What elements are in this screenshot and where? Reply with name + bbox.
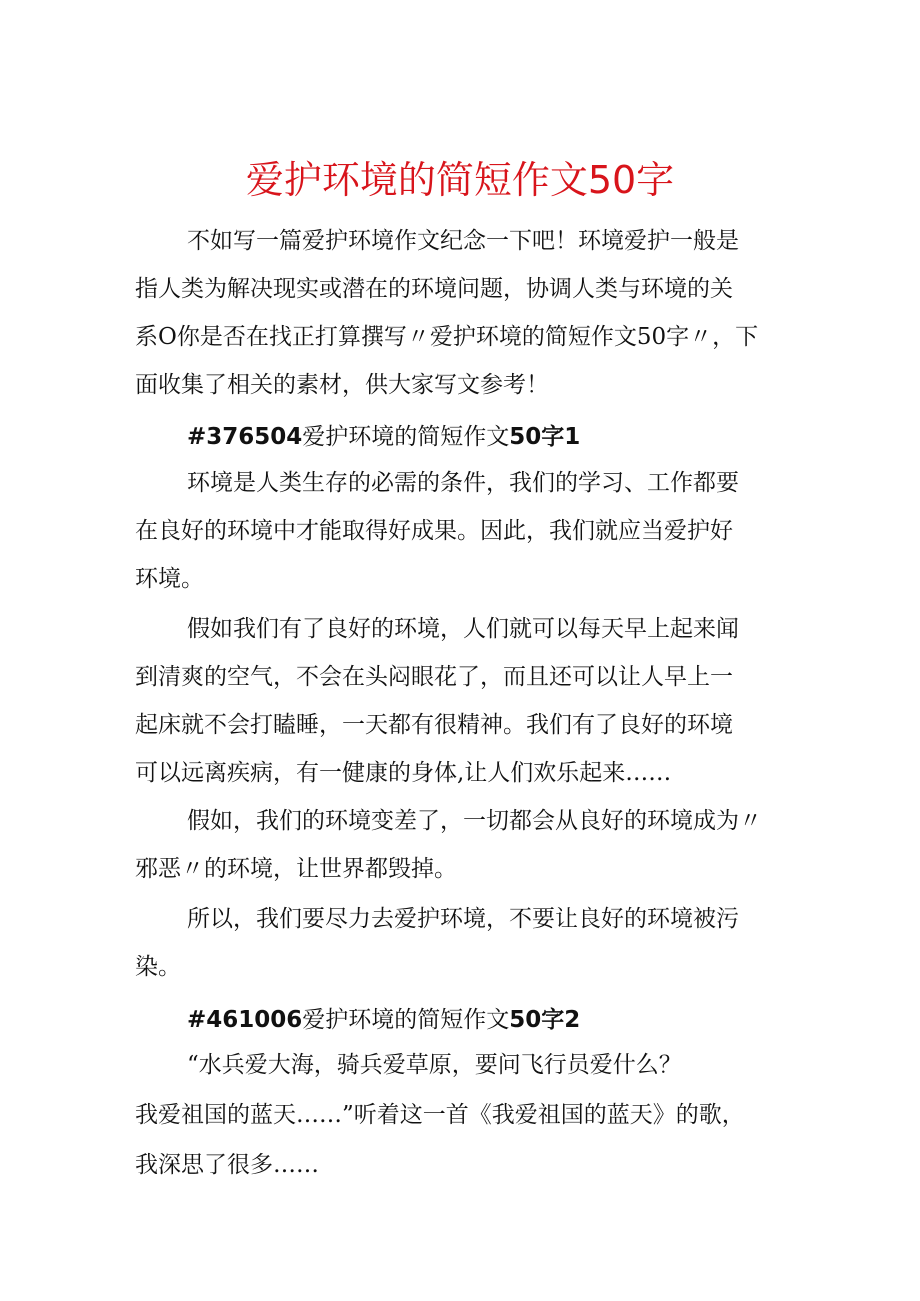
s2-p1-line-1: “水兵爱大海，骑兵爱草原，要问飞行员爱什么？ [187, 1052, 682, 1078]
section-1-heading-prefix: #376504 [187, 424, 303, 450]
intro-line-4: 面收集了相关的素材，供大家写文参考！ [135, 372, 549, 398]
s1-p1-line-1: 环境是人类生存的必需的条件，我们的学习、工作都要 [187, 470, 739, 496]
s1-p3-line-2: 邪恶〃的环境，让世界都毁掉。 [135, 856, 457, 882]
section-1-heading [187, 420, 580, 454]
s1-p4-line-2: 染。 [135, 954, 181, 980]
section-1-heading-text: 爱护环境的简短作文 [302, 424, 510, 450]
intro-line-1: 不如写一篇爱护环境作文纪念一下吧！环境爱护一般是 [187, 228, 739, 254]
s1-p2-line-3: 起床就不会打瞌睡，一天都有很精神。我们有了良好的环境 [135, 712, 733, 738]
intro-line-2: 指人类为解决现实或潜在的环境问题，协调人类与环境的关 [135, 276, 733, 302]
s1-p3-line-1: 假如，我们的环境变差了，一切都会从良好的环境成为〃 [187, 808, 762, 834]
s1-p4-line-1: 所以，我们要尽力去爱护环境，不要让良好的环境被污 [187, 906, 739, 932]
section-2-heading-suffix: 50字2 [509, 1007, 581, 1033]
section-1-heading-suffix: 50字1 [509, 424, 581, 450]
s1-p1-line-2: 在良好的环境中才能取得好成果。因此，我们就应当爱护好 [135, 518, 733, 544]
s1-p2-line-1: 假如我们有了良好的环境，人们就可以每天早上起来闻 [187, 616, 739, 642]
s2-p1-line-3: 我深思了很多…… [135, 1152, 319, 1178]
document-title: 爱护环境的简短作文50字 [245, 158, 675, 202]
intro-line-3: 系O你是否在找正打算撰写〃爱护环境的简短作文50字〃，下 [135, 324, 759, 350]
section-2-heading-prefix: #461006 [187, 1007, 303, 1033]
s1-p2-line-2: 到清爽的空气，不会在头闷眼花了，而且还可以让人早上一 [135, 664, 733, 690]
section-2-heading-text: 爱护环境的简短作文 [302, 1007, 510, 1033]
s1-p1-line-3: 环境。 [135, 566, 204, 592]
s1-p2-line-4: 可以远离疾病，有一健康的身体,让人们欢乐起来…… [135, 760, 672, 786]
s2-p1-line-2: 我爱祖国的蓝天……”听着这一首《我爱祖国的蓝天》的歌， [135, 1102, 745, 1128]
section-2-heading [187, 1003, 580, 1037]
